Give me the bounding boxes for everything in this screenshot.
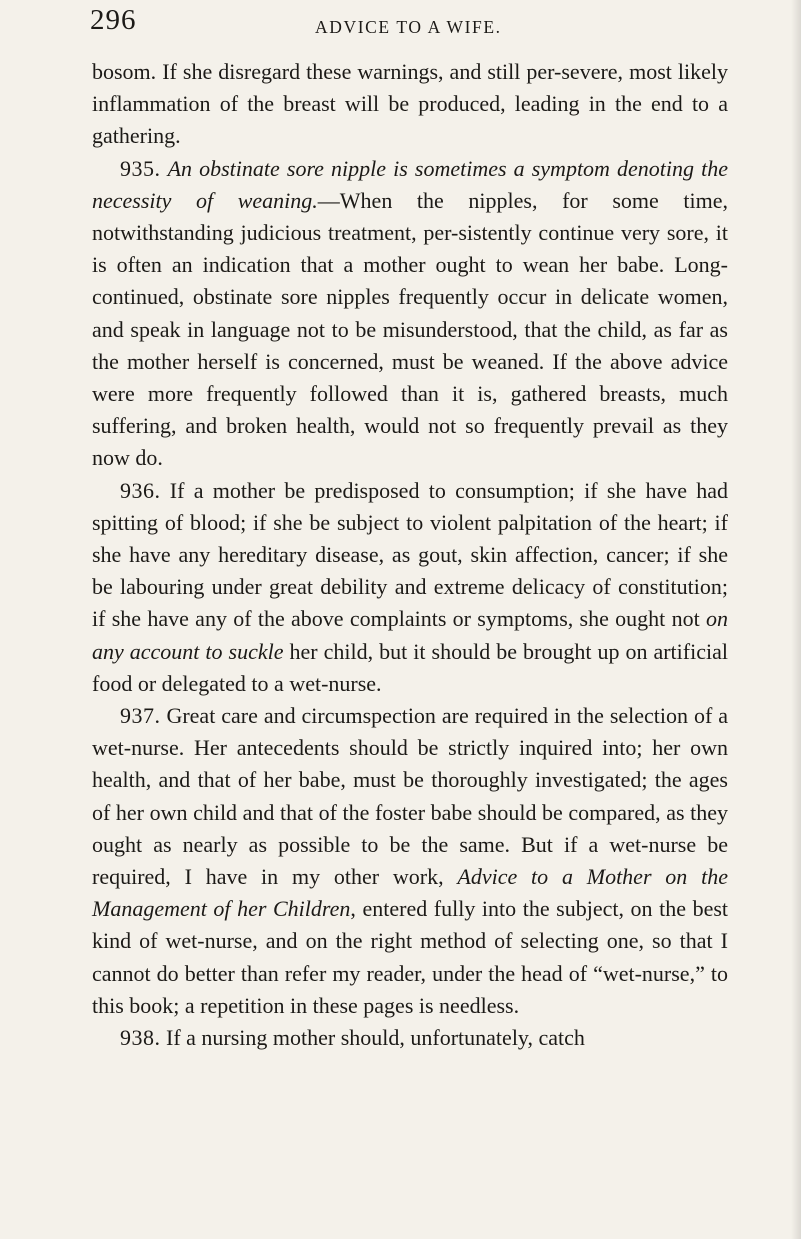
- paragraph-text: If a mother be predisposed to consumption; if she have had spitting of blood; if she be subject to violent palpitation of the heart; if she have any hereditary disease, as gout, skin affection, cancer; if she be labouring under great debility and extreme delicacy of constitution; if she have any of the above complaints or symptoms, she ought not: [92, 477, 729, 632]
- paragraph-936: [92, 475, 728, 700]
- body-text: [92, 56, 728, 1054]
- paragraph-text: If a nursing mother should, unfortunately, catch: [166, 1025, 585, 1051]
- section-number: 937.: [120, 703, 161, 729]
- paragraph-938: [92, 1022, 728, 1054]
- emphasis-text: on any account to suckle: [92, 606, 728, 664]
- paragraph-text: Great care and circumspection are required in the selection of a wet-nurse. Her antecedents should be strictly inquired into; her own health, and that of her babe, must be thoroughly investigated; the ages of her own child and that of the foster babe should be compared, as they ought as nearly as possible to be the same. But if a wet-nurse be required, I have in my other work,: [92, 703, 728, 890]
- page-edge-shadow: [791, 0, 801, 1239]
- paragraph-935: [92, 153, 728, 475]
- page-header: [90, 4, 730, 48]
- section-number: 938.: [120, 1025, 161, 1051]
- section-heading: An obstinate sore nipple is sometimes a symptom denoting the necessity of weaning.: [92, 155, 728, 213]
- paragraph-text: , entered fully into the subject, on the best kind of wet-nurse, and on the right method of selecting one, so that I cannot do better than refer my reader, under the head of “wet-nurse,” to this book; a repetition in these pages is needless.: [92, 896, 729, 1018]
- paragraph-text: her child, but it should be brought up on artificial food or delegated to a wet-nurse.: [92, 638, 728, 696]
- paragraph-937: [92, 700, 728, 1022]
- running-head: ADVICE TO A WIFE.: [315, 17, 502, 37]
- paragraph-continued: [92, 56, 728, 153]
- section-number: 935.: [120, 155, 161, 181]
- book-title: Advice to a Mother on the Management of her Children: [92, 864, 728, 922]
- paragraph-text: bosom. If she disregard these warnings, and still per-severe, most likely inflammation of the breast will be produced, leading in the end to a gathering.: [92, 59, 728, 149]
- em-dash: —: [317, 187, 340, 213]
- paragraph-text: When the nipples, for some time, notwithstanding judicious treatment, per-sistently continue very sore, it is often an indication that a mother ought to wean her babe. Long-continued, obstinate sore nipples frequently occur in delicate women, and speak in language not to be misunderstood, that the child, as far as the mother herself is concerned, must be weaned. If the above advice were more frequently followed than it is, gathered breasts, much suffering, and broken health, would not so frequently prevail as they now do.: [92, 187, 728, 471]
- section-number: 936.: [120, 477, 161, 503]
- page-number: 296: [90, 4, 137, 36]
